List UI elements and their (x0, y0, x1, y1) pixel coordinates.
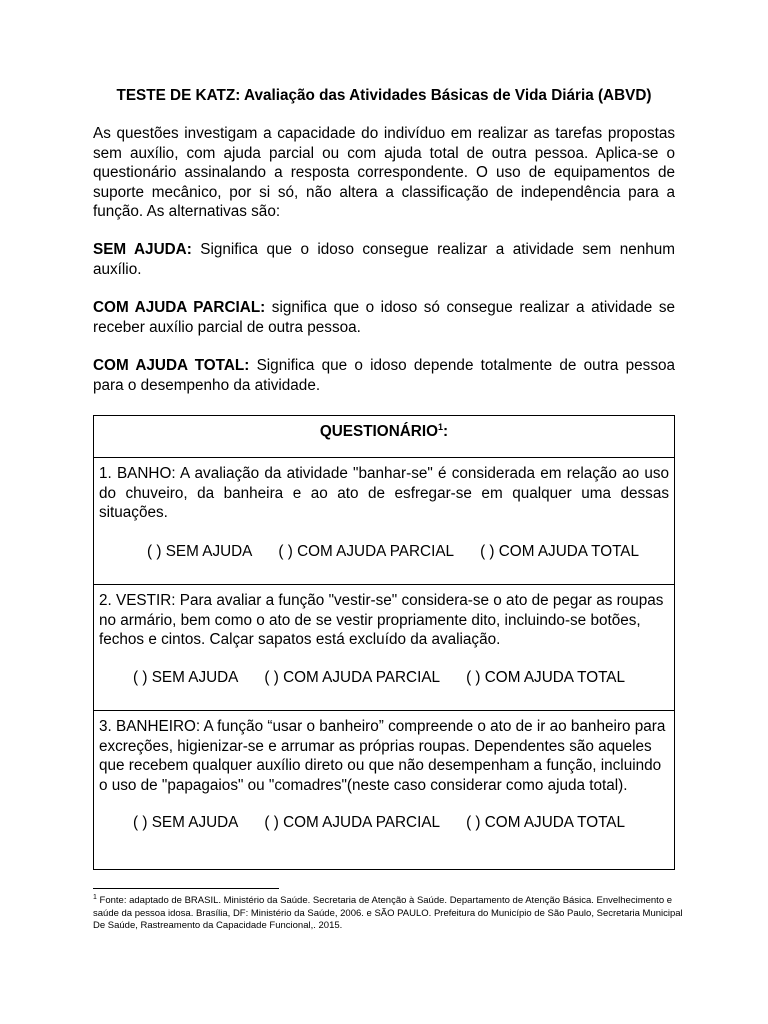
definition-text: Significa que o idoso consegue realizar a atividade sem nenhum auxílio. (93, 241, 675, 278)
question-banheiro (94, 710, 674, 869)
definition-term: COM AJUDA PARCIAL: (93, 299, 266, 316)
question-text: 1. BANHO: A avaliação da atividade "banhar-se" é considerada em relação ao uso do chuveiro, da banheira e ao ato de esfregar-se em qualquer uma dessas situações. (99, 465, 669, 521)
definition-term: COM AJUDA TOTAL: (93, 357, 250, 374)
questionnaire-header (94, 416, 674, 457)
question-text: 3. BANHEIRO: A função “usar o banheiro” compreende o ato de ir ao banheiro para excreções, higienizar-se e arrumar as próprias roupas. Dependentes são aqueles que recebem qualquer auxílio direto ou que não desempenham a função, incluindo o uso de "papagaios" ou "comadres"(neste caso considerar como ajuda total). (99, 718, 666, 794)
option-sem-ajuda[interactable]: ( ) SEM AJUDA (133, 668, 239, 686)
definition-text: significa que o idoso só consegue realizar a atividade se receber auxílio parcial de outra pessoa. (93, 299, 675, 336)
footnote-text: Fonte: adaptado de BRASIL. Ministério da Saúde. Secretaria de Atenção à Saúde. Departamento de Atenção Básica. Envelhecimento e saúde da pessoa idosa. Brasília, DF: Ministério da Saúde, 2006. e SÃO PAULO. Prefeitura do Município de São Paulo, Secretaria Municipal De Saúde, Rastreamento da Capacidade Funcional,. 2015. (93, 895, 683, 931)
answer-options (94, 650, 674, 688)
footnote-divider (93, 888, 279, 889)
option-ajuda-total[interactable]: ( ) COM AJUDA TOTAL (466, 668, 626, 686)
option-sem-ajuda[interactable]: ( ) SEM AJUDA (147, 542, 253, 560)
option-ajuda-parcial[interactable]: ( ) COM AJUDA PARCIAL (278, 542, 455, 560)
footnote-reference: 1 (438, 421, 444, 432)
document-title: TESTE DE KATZ: Avaliação das Atividades Básicas de Vida Diária (ABVD) (116, 87, 652, 104)
definition-ajuda-parcial (93, 298, 675, 337)
definition-text: Significa que o idoso depende totalmente de outra pessoa para o desempenho da atividade. (93, 357, 675, 394)
footnote-marker: 1 (93, 893, 97, 901)
question-text: 2. VESTIR: Para avaliar a função "vestir-se" considera-se o ato de pegar as roupas no armário, bem como o ato de se vestir propriamente dito, incluindo-se botões, fechos e cintos. Calçar sapatos está excluído da avaliação. (99, 592, 664, 648)
definition-term: SEM AJUDA: (93, 241, 192, 258)
option-ajuda-parcial[interactable]: ( ) COM AJUDA PARCIAL (264, 814, 441, 831)
questionnaire-table (93, 415, 675, 870)
intro-paragraph: As questões investigam a capacidade do indivíduo em realizar as tarefas propostas sem auxílio, com ajuda parcial ou com ajuda total de outra pessoa. Aplica-se o questionário assinalando a resposta correspondente. O uso de equipamentos de suporte mecânico, por si só, não altera a classificação de independência para a função. As alternativas são: (93, 125, 675, 220)
option-sem-ajuda[interactable]: ( ) SEM AJUDA (133, 814, 239, 831)
question-banho (94, 457, 674, 584)
option-ajuda-total[interactable]: ( ) COM AJUDA TOTAL (466, 814, 626, 831)
question-vestir (94, 584, 674, 710)
questionnaire-header-label: QUESTIONÁRIO (319, 423, 438, 440)
footnote (93, 895, 683, 933)
definition-sem-ajuda (93, 240, 675, 279)
answer-options (94, 523, 674, 562)
option-ajuda-parcial[interactable]: ( ) COM AJUDA PARCIAL (264, 668, 441, 686)
answer-options (94, 795, 674, 833)
questionnaire-header-suffix: : (443, 423, 449, 440)
option-ajuda-total[interactable]: ( ) COM AJUDA TOTAL (480, 542, 640, 560)
definition-ajuda-total (93, 356, 675, 395)
